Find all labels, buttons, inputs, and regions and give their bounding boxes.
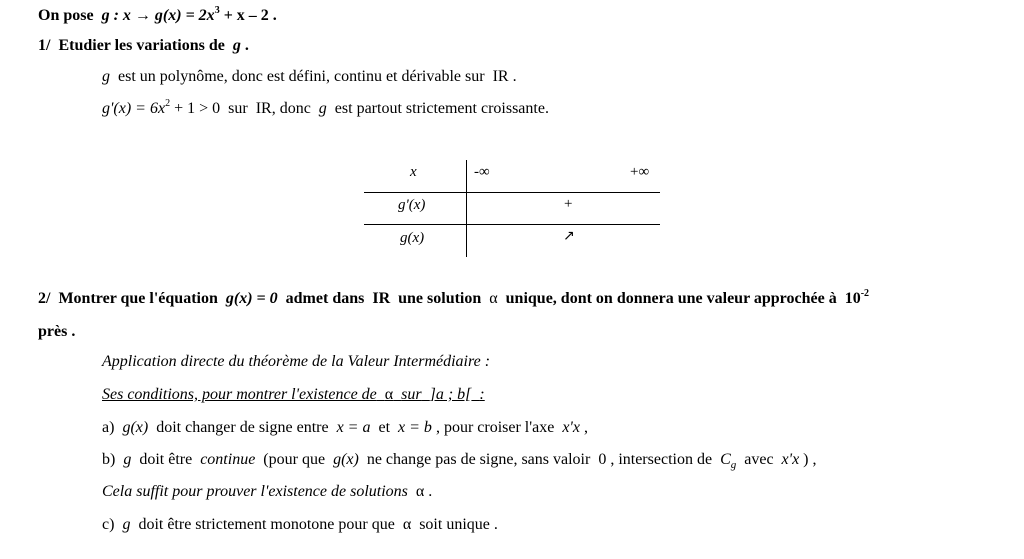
- table-minus-infinity: -∞: [474, 164, 490, 180]
- question-1-heading: 1/ Etudier les variations de g .: [38, 37, 249, 54]
- table-rule-top: [364, 192, 660, 193]
- table-derivative-sign: +: [564, 196, 573, 212]
- table-row-g-label: g(x): [400, 230, 425, 246]
- table-plus-infinity: +∞: [630, 164, 650, 180]
- ivt-conditions-heading: Ses conditions, pour montrer l'existence de α sur ]a ; b[ :: [102, 386, 485, 403]
- question-2-heading-continued: près .: [38, 323, 76, 340]
- table-vertical-rule: [466, 160, 467, 257]
- condition-c: c) g doit être strictement monotone pour que α soit unique .: [102, 516, 498, 533]
- ivt-application-note: Application directe du théorème de la Valeur Intermédiaire :: [102, 353, 491, 370]
- table-row-x-label: x: [410, 164, 417, 180]
- function-definition: g : x → g(x) = 2x: [101, 7, 215, 24]
- increasing-arrow-icon: ↗: [563, 228, 575, 244]
- condition-b: b) g doit être continue (pour que g(x) ne change pas de signe, sans valoir 0 , intersection de $C_g$ avec x'x ) ,: [102, 451, 817, 471]
- existence-conclusion: Cela suffit pour prouver l'existence de solutions α .: [102, 483, 433, 500]
- condition-a: a) g(x) doit changer de signe entre x = a et x = b , pour croiser l'axe x'x ,: [102, 419, 588, 436]
- q1-polynomial-statement: g est un polynôme, donc est défini, continu et dérivable sur IR .: [102, 68, 517, 85]
- q1-derivative-statement: $g'(x) = 6x^2 + 1 > 0$ sur IR, donc g est partout strictement croissante.: [102, 98, 549, 117]
- table-row-derivative-label: g'(x): [398, 197, 426, 213]
- page-title: On pose g : $x \to g(x) = 2x^3 + x - 2$ .: [38, 5, 277, 24]
- question-2-heading: 2/ Montrer que l'équation g(x) = 0 admet dans IR une solution α unique, dont on donnera une valeur approchée à $10^{-2}$: [38, 288, 870, 307]
- table-rule-middle: [364, 224, 660, 225]
